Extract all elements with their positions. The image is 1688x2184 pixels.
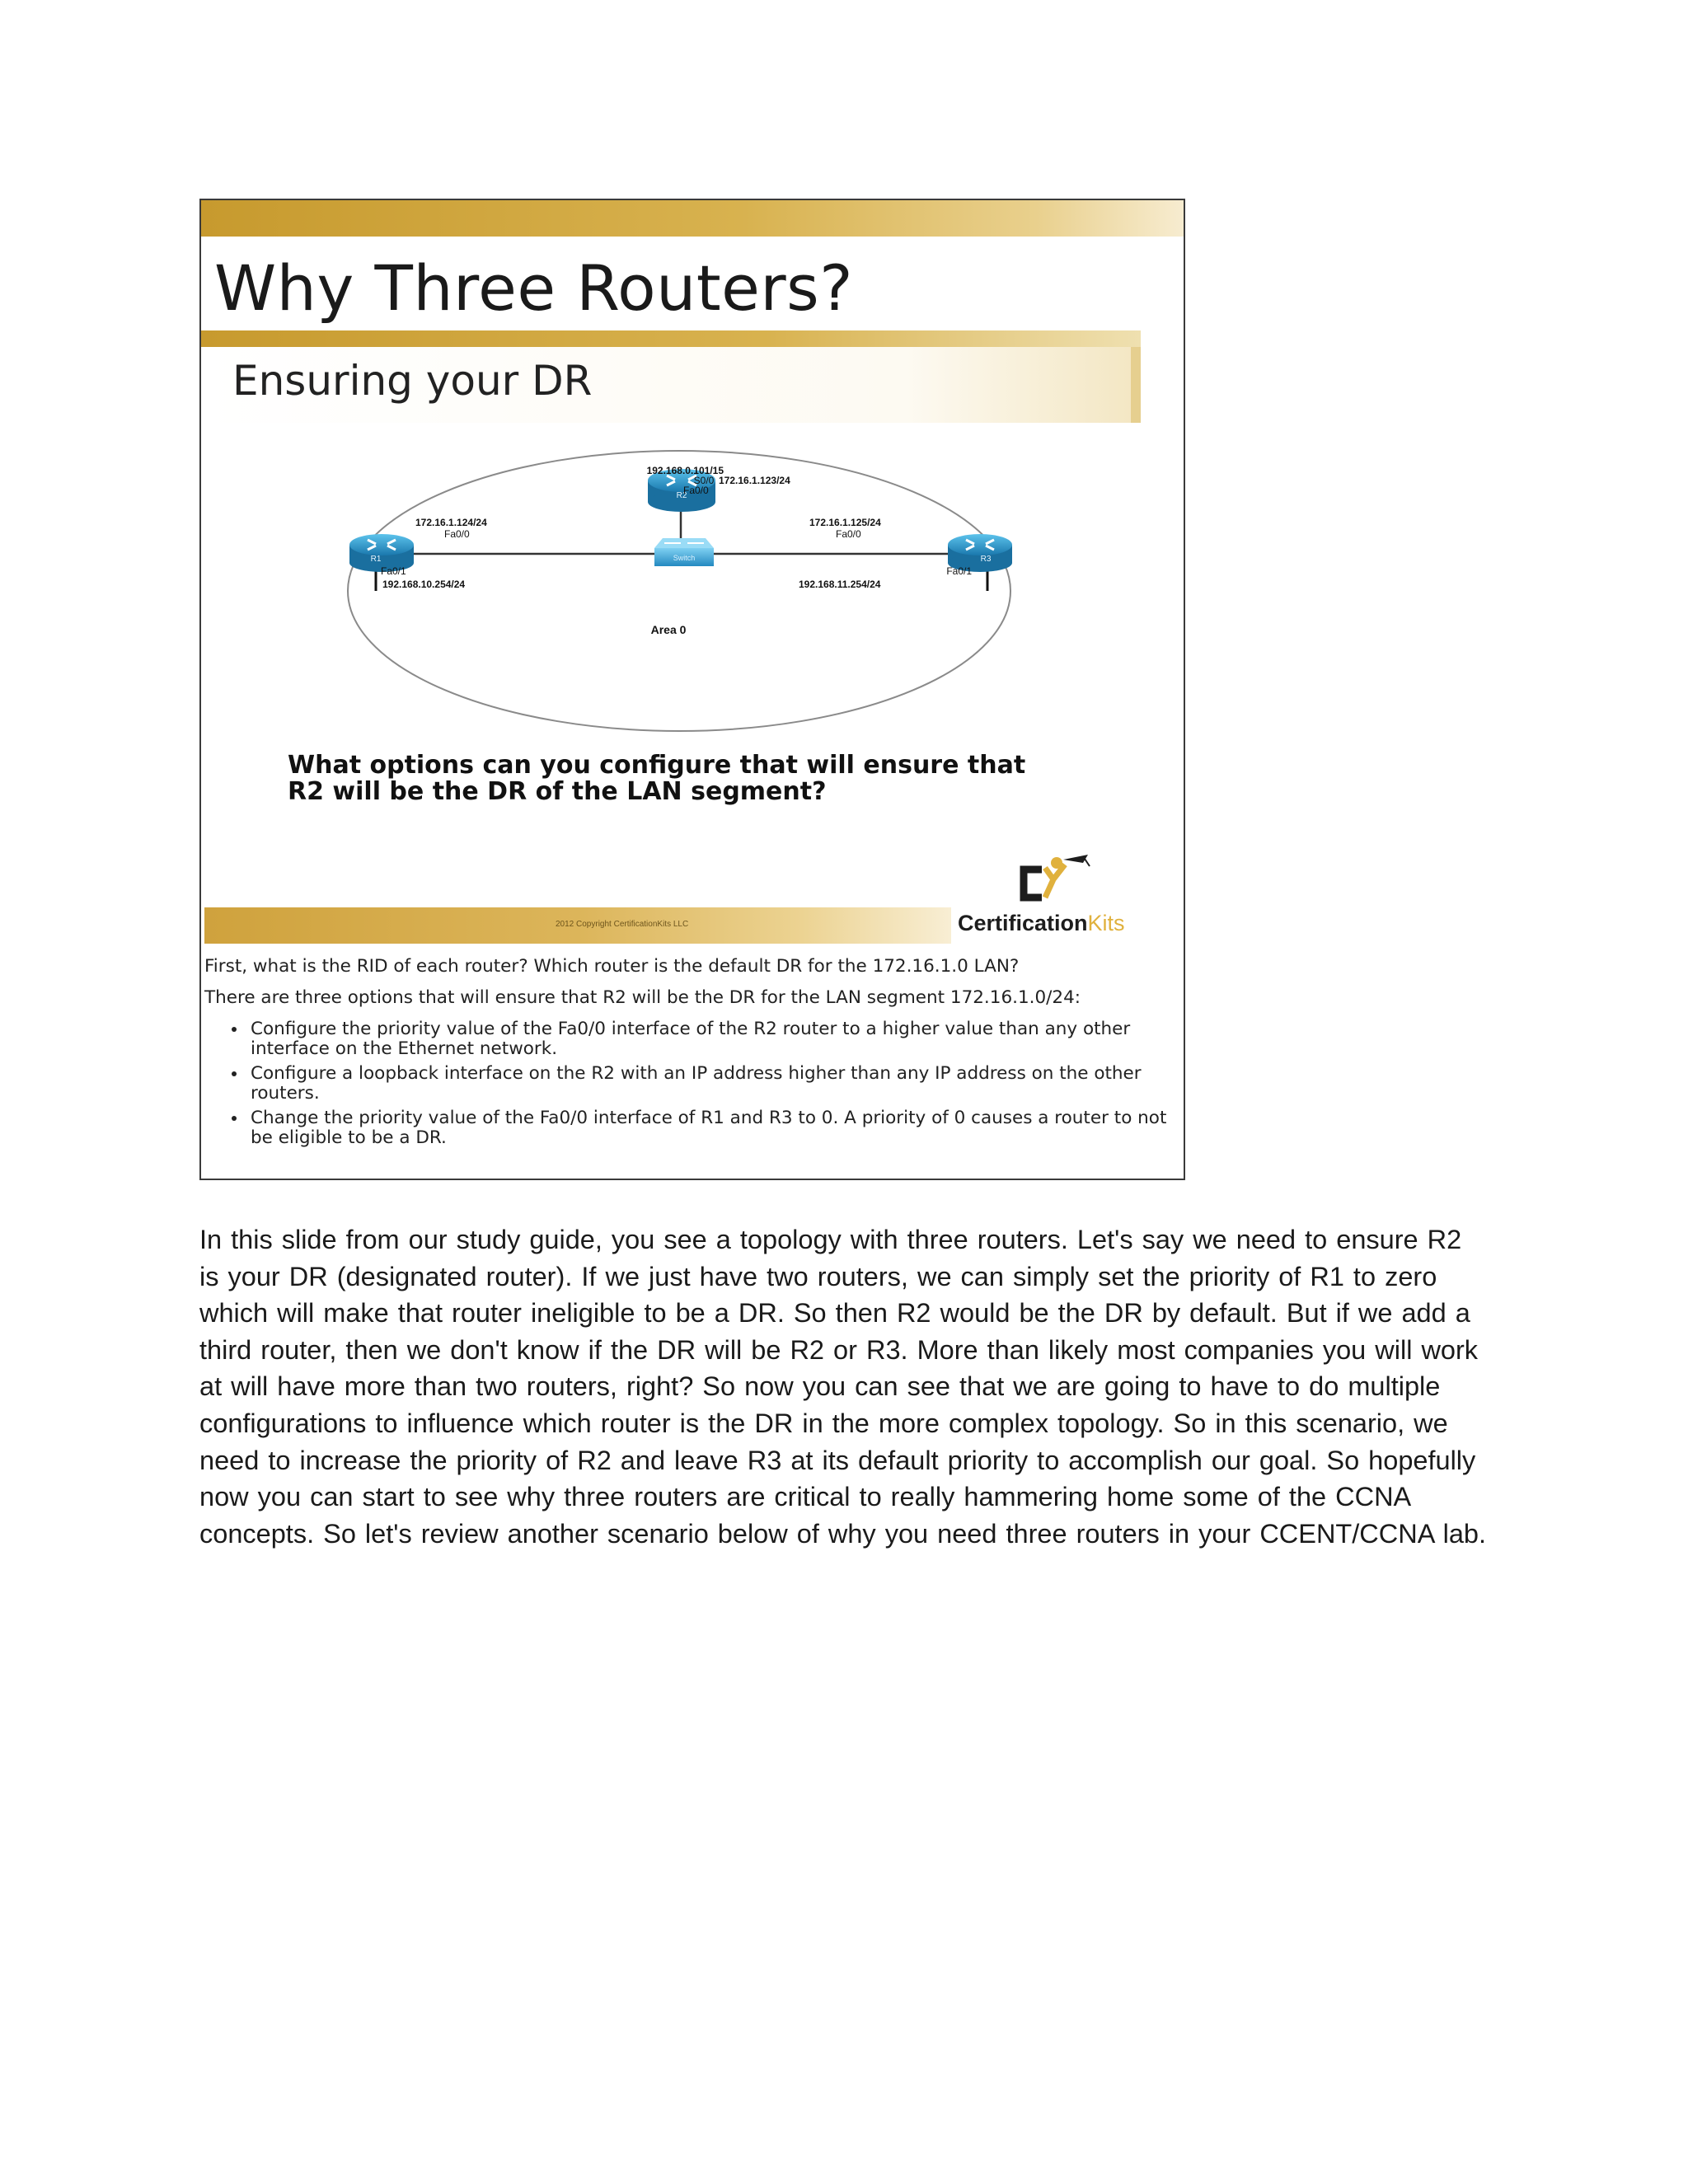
r2-label: R2	[676, 491, 687, 500]
slide-image	[199, 199, 1185, 1180]
notes-paragraph-2: There are three options that will ensure that R2 will be the DR for the LAN segment 172.16.1.0/24:	[204, 987, 1081, 1008]
notes-bullet: • Configure the priority value of the Fa0/0 interface of the R2 router to a higher value than any other interface on the Ethernet network.	[247, 1019, 1177, 1059]
area-label: Area 0	[650, 623, 687, 636]
certificationkits-logo-icon	[1017, 851, 1108, 902]
body-paragraph: In this slide from our study guide, you see a topology with three routers. Let's say we need to ensure R2 is your DR (designated router). If we just have two routers, we can simply set the priority of R1 to zero which will make that router ineligible to be a DR. So then R2 would be the DR by default. But if we add a third router, then we don't know if the DR will be R2 or R3. More than likely most companies you will work at will have more than two routers, right? So now you can see that we are going to have to do multiple configurations to influence which router is the DR in the more complex topology. So in this scenario, we need to increase the priority of R2 and leave R3 at its default priority to accomplish our goal. So hopefully now you can start to see why three routers are critical to really hammering home some of the CCNA concepts. So let's review another scenario below of why you need three routers in your CCENT/CCNA lab.	[199, 1225, 1487, 1549]
question-line-2: R2 will be the DR of the LAN segment?	[288, 777, 827, 806]
r1-fa00-label: Fa0/0	[444, 528, 470, 540]
notes-bullet: • Configure a loopback interface on the R2 with an IP address higher than any IP address on the other routers.	[247, 1064, 1177, 1104]
slide-subtitle: Ensuring your DR	[232, 357, 593, 405]
r3-label: R3	[980, 555, 992, 564]
notes-paragraph-1: First, what is the RID of each router? Which router is the default DR for the 172.16.1.0 LAN?	[204, 956, 1020, 977]
notes-bullet-list	[204, 1019, 1177, 1148]
r1-fa01-ip: 192.168.10.254/24	[382, 579, 466, 590]
r1-fa00-ip: 172.16.1.124/24	[415, 517, 487, 528]
r2-fa00-label: Fa0/0	[683, 485, 709, 496]
slide-title: Why Three Routers?	[214, 251, 854, 325]
r3-fa00-label: Fa0/0	[836, 528, 861, 540]
r3-fa00-ip: 172.16.1.125/24	[809, 517, 881, 528]
switch-label: Switch	[673, 554, 696, 562]
slide-question	[288, 752, 1112, 805]
r2-fa00-ip: 172.16.1.123/24	[719, 475, 790, 486]
switch-icon	[654, 538, 714, 566]
r2-s00-label: S0/0	[693, 475, 715, 486]
network-topology-diagram	[333, 446, 1058, 743]
brand-part-1: Certification	[958, 911, 1088, 935]
r1-fa01-label: Fa0/1	[381, 565, 406, 577]
question-line-1: What options can you configure that will ensure that	[288, 751, 1026, 780]
subtitle-gold-band	[201, 330, 1141, 347]
top-gold-band	[201, 200, 1184, 237]
r1-label: R1	[370, 555, 382, 564]
certificationkits-brand	[958, 911, 1125, 936]
r3-fa01-ip: 192.168.11.254/24	[799, 579, 881, 590]
notes-bullet: • Change the priority value of the Fa0/0 interface of R1 and R3 to 0. A priority of 0 causes a router to not be eligible to be a DR.	[247, 1108, 1177, 1148]
copyright-text: 2012 Copyright CertificationKits LLC	[556, 920, 689, 929]
r2-s00-ip: 192.168.0.101/15	[646, 465, 724, 476]
slide-notes	[204, 957, 1177, 1153]
brand-part-2: Kits	[1087, 911, 1125, 935]
r3-fa01-label: Fa0/1	[946, 565, 972, 577]
